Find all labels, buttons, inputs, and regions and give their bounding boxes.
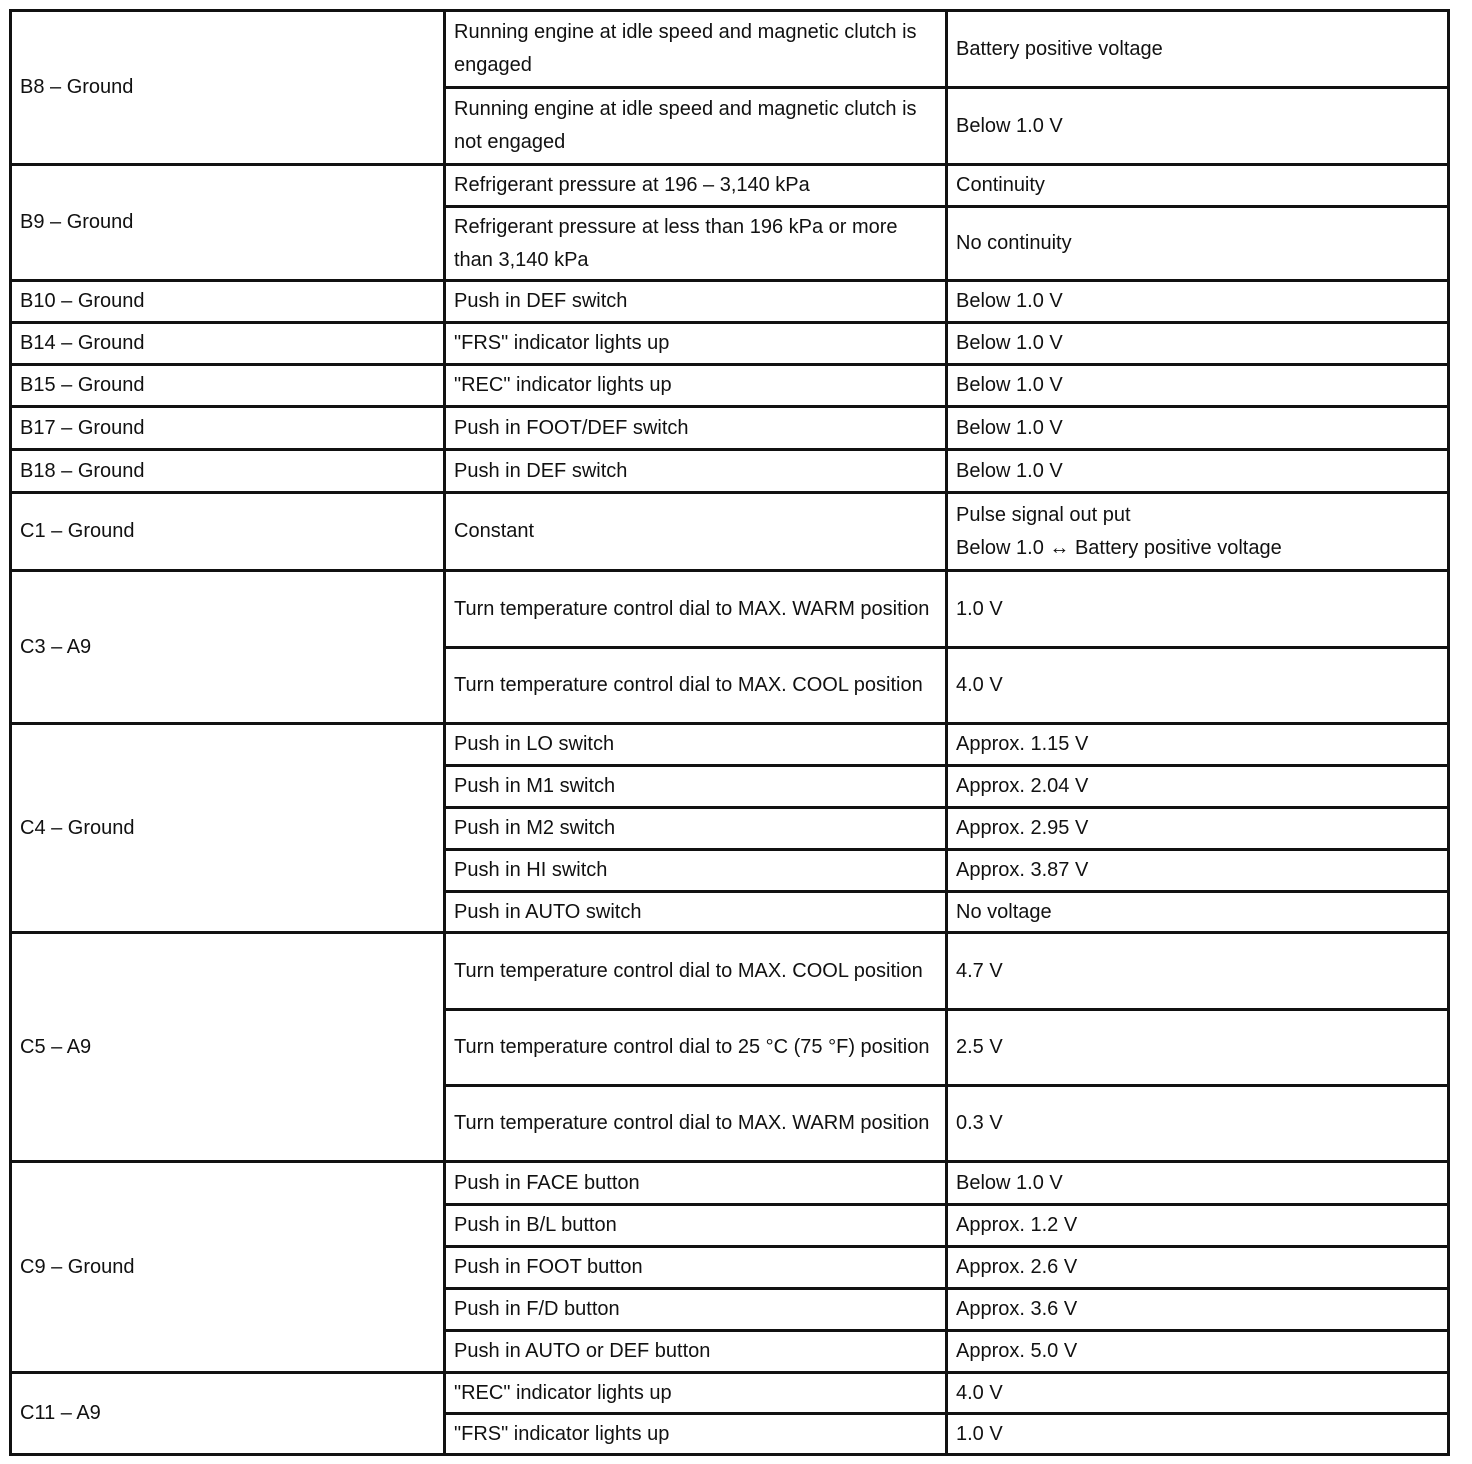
- specified-cell: 4.0 V: [947, 1373, 1449, 1414]
- condition-cell: Turn temperature control dial to MAX. WARM position: [445, 1086, 947, 1162]
- condition-cell: Turn temperature control dial to MAX. WARM position: [445, 571, 947, 648]
- table-row: [11, 493, 1449, 571]
- terminal-cell: C5 – A9: [11, 933, 445, 1162]
- terminal-cell: C9 – Ground: [11, 1162, 445, 1373]
- specified-line: Below 1.0 ↔ Battery positive voltage: [956, 536, 1282, 559]
- specified-cell: Below 1.0 V: [947, 365, 1449, 407]
- condition-cell: Push in FOOT button: [445, 1247, 947, 1289]
- table-row: [11, 365, 1449, 407]
- specified-cell: No voltage: [947, 892, 1449, 933]
- terminal-cell: C1 – Ground: [11, 493, 445, 571]
- terminal-voltage-table: [9, 9, 1450, 1456]
- terminal-cell: B17 – Ground: [11, 407, 445, 450]
- condition-cell: Turn temperature control dial to 25 °C (75 °F) position: [445, 1010, 947, 1086]
- table-row: [11, 165, 1449, 207]
- specified-line: Pulse signal out put: [956, 503, 1131, 526]
- specified-cell: Continuity: [947, 165, 1449, 207]
- condition-cell: Push in M1 switch: [445, 766, 947, 808]
- specified-cell: Approx. 2.04 V: [947, 766, 1449, 808]
- condition-cell: "FRS" indicator lights up: [445, 1414, 947, 1455]
- condition-cell: Push in AUTO or DEF button: [445, 1331, 947, 1373]
- terminal-cell: B9 – Ground: [11, 165, 445, 281]
- condition-cell: Push in F/D button: [445, 1289, 947, 1331]
- specified-cell: Approx. 1.15 V: [947, 724, 1449, 766]
- specified-cell: [947, 493, 1449, 571]
- condition-cell: Push in M2 switch: [445, 808, 947, 850]
- terminal-cell: B8 – Ground: [11, 11, 445, 165]
- terminal-cell: B18 – Ground: [11, 450, 445, 493]
- condition-cell: Push in DEF switch: [445, 450, 947, 493]
- specified-cell: 2.5 V: [947, 1010, 1449, 1086]
- condition-cell: Push in HI switch: [445, 850, 947, 892]
- condition-cell: Push in AUTO switch: [445, 892, 947, 933]
- condition-cell: Push in FOOT/DEF switch: [445, 407, 947, 450]
- specified-cell: 0.3 V: [947, 1086, 1449, 1162]
- specified-cell: Below 1.0 V: [947, 407, 1449, 450]
- table-row: [11, 11, 1449, 88]
- specified-cell: 1.0 V: [947, 571, 1449, 648]
- table-row: [11, 1162, 1449, 1205]
- specified-cell: Below 1.0 V: [947, 323, 1449, 365]
- condition-cell: "REC" indicator lights up: [445, 365, 947, 407]
- condition-cell: Push in FACE button: [445, 1162, 947, 1205]
- condition-cell: Refrigerant pressure at less than 196 kPa or more than 3,140 kPa: [445, 207, 947, 281]
- condition-cell: Refrigerant pressure at 196 – 3,140 kPa: [445, 165, 947, 207]
- specified-cell: 4.7 V: [947, 933, 1449, 1010]
- condition-cell: Constant: [445, 493, 947, 571]
- table-row: [11, 450, 1449, 493]
- table-row: [11, 323, 1449, 365]
- specified-cell: Below 1.0 V: [947, 281, 1449, 323]
- terminal-cell: B10 – Ground: [11, 281, 445, 323]
- specified-cell: Battery positive voltage: [947, 11, 1449, 88]
- specified-cell: Approx. 3.6 V: [947, 1289, 1449, 1331]
- condition-cell: "FRS" indicator lights up: [445, 323, 947, 365]
- specified-cell: Below 1.0 V: [947, 450, 1449, 493]
- condition-cell: Turn temperature control dial to MAX. COOL position: [445, 648, 947, 724]
- table-row: [11, 281, 1449, 323]
- condition-cell: "REC" indicator lights up: [445, 1373, 947, 1414]
- terminal-inspection-sheet: [9, 9, 1447, 1455]
- terminal-cell: B14 – Ground: [11, 323, 445, 365]
- terminal-cell: B15 – Ground: [11, 365, 445, 407]
- specified-cell: Below 1.0 V: [947, 1162, 1449, 1205]
- condition-cell: Running engine at idle speed and magnetic clutch is not engaged: [445, 88, 947, 165]
- table-row: [11, 571, 1449, 648]
- terminal-cell: C4 – Ground: [11, 724, 445, 933]
- table-row: [11, 933, 1449, 1010]
- table-row: [11, 1373, 1449, 1414]
- specified-cell: Approx. 1.2 V: [947, 1205, 1449, 1247]
- specified-cell: Approx. 2.95 V: [947, 808, 1449, 850]
- condition-cell: Push in B/L button: [445, 1205, 947, 1247]
- terminal-cell: C3 – A9: [11, 571, 445, 724]
- specified-cell: 1.0 V: [947, 1414, 1449, 1455]
- specified-cell: Approx. 3.87 V: [947, 850, 1449, 892]
- terminal-cell: C11 – A9: [11, 1373, 445, 1455]
- specified-cell: Approx. 2.6 V: [947, 1247, 1449, 1289]
- specified-cell: 4.0 V: [947, 648, 1449, 724]
- specified-cell: Below 1.0 V: [947, 88, 1449, 165]
- condition-cell: Push in LO switch: [445, 724, 947, 766]
- specified-cell: Approx. 5.0 V: [947, 1331, 1449, 1373]
- specified-cell: No continuity: [947, 207, 1449, 281]
- condition-cell: Turn temperature control dial to MAX. COOL position: [445, 933, 947, 1010]
- condition-cell: Push in DEF switch: [445, 281, 947, 323]
- condition-cell: Running engine at idle speed and magnetic clutch is engaged: [445, 11, 947, 88]
- table-row: [11, 724, 1449, 766]
- table-row: [11, 407, 1449, 450]
